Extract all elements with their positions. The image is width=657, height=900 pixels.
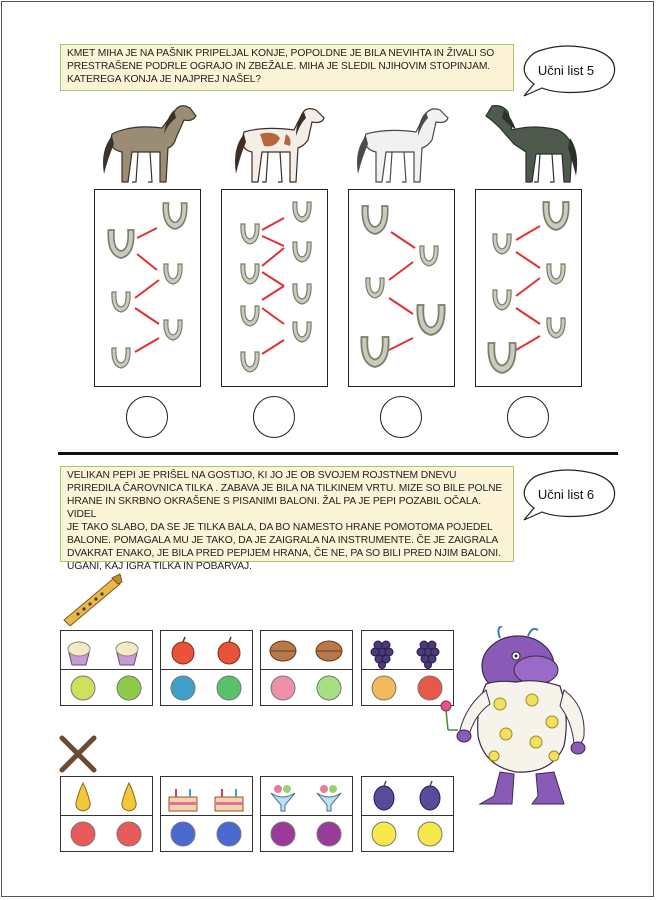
text-line: KMET MIHA JE NA PAŠNIK PRIPELJAL KONJE, POPOLDNE JE BILA NEVIHTA IN ŽIVALI SO: [67, 48, 495, 59]
worksheet-label-bubble: [512, 468, 620, 524]
section-divider: [58, 452, 618, 455]
text-line: DVAKRAT ENAKO, JE BILA PRED PEPIJEM HRANA, ČE NE, PA SO BILI PRED NJIM BALONI.: [67, 548, 501, 559]
food-card-pear: [60, 776, 153, 852]
food-card-cake: [160, 776, 253, 852]
food-card-walnut: [260, 630, 353, 706]
text-line: JE TAKO SLABO, DA SE JE TILKA BALA, DA BO NAMESTO HRANE POMOTOMA POJEDEL: [67, 522, 493, 533]
text-line: PRIREDILA ČAROVNICA TILKA . ZABAVA JE BILA NA TILKINEM VRTU. MIZE SO BILE POLNE: [67, 483, 503, 494]
hoofprint-box-2: [221, 189, 328, 387]
hoofprint-box-4: [475, 189, 582, 387]
answer-circle-1[interactable]: [126, 396, 168, 438]
answer-circle-2[interactable]: [253, 396, 295, 438]
text-line: KATEREGA KONJA JE NAJPREJ NAŠEL?: [67, 74, 262, 85]
giant-pepi-illustration: [436, 626, 612, 814]
flute-icon: [58, 572, 124, 626]
task-text-horses: [60, 44, 514, 91]
text-line: BALONE. POMAGALA MU JE TAKO, DA JE ZAIGRALA NA INSTRUMENTE. ČE JE ZAIGRALA: [67, 535, 499, 546]
worksheet-label: Učni list 5: [537, 63, 595, 78]
food-card-cupcake: [60, 630, 153, 706]
horse-dark-green-icon: [476, 94, 586, 188]
crossed-sticks-icon: [58, 734, 98, 774]
horse-white-icon: [348, 96, 458, 188]
cupcake-icon: [68, 642, 90, 665]
answer-circle-3[interactable]: [380, 396, 422, 438]
worksheet-label-bubble: [512, 44, 620, 100]
horse-pinto-icon: [220, 94, 330, 188]
task-text-party: [60, 466, 514, 572]
horse-grey-brown-icon: [92, 94, 202, 188]
answer-circle-4[interactable]: [507, 396, 549, 438]
text-line: PRESTRAŠENE PODRLE OGRAJO IN ZBEŽALE. MIHA JE SLEDIL NJIHOVIM STOPINJAM.: [67, 61, 491, 72]
food-card-apple: [160, 630, 253, 706]
text-line: HRANE IN SKRBNO OKRAŠENE S PISANIMI BALONI. ŽAL PA JE PEPI POZABIL OČALA. VIDEL: [67, 496, 482, 520]
hoofprint-box-3: [348, 189, 455, 387]
text-line: UGANI, KAJ IGRA TILKA IN POBARVAJ.: [67, 561, 252, 572]
worksheet-label: Učni list 6: [537, 487, 595, 502]
food-card-icecream: [260, 776, 353, 852]
text-line: VELIKAN PEPI JE PRIŠEL NA GOSTIJO, KI JO JE OB SVOJEM ROJSTNEM DNEVU: [67, 470, 457, 481]
hoofprint-box-1: [94, 189, 201, 387]
